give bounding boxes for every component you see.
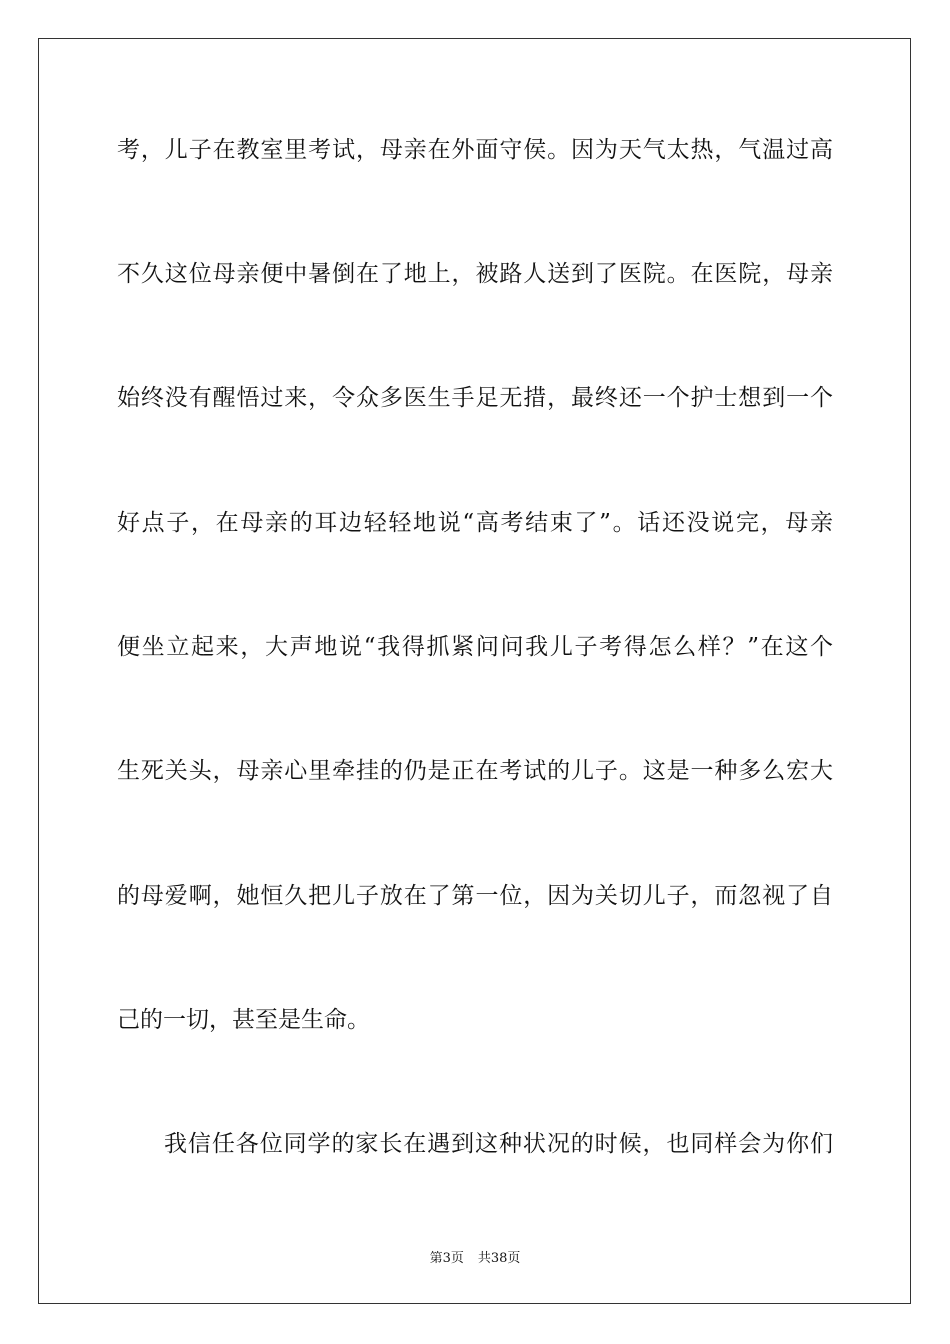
body-text-line: 己的一切，甚至是生命。 [117,1007,370,1033]
body-text-line: 始终没有醒悟过来，令众多医生手足无措，最终还一个护士想到一个 [117,385,833,411]
body-text-line: 我信任各位同学的家长在遇到这种状况的时候，也同样会为你们 [164,1131,833,1157]
body-text-line: 生死关头，母亲心里牵挂的仍是正在考试的儿子。这是一种多么宏大 [117,758,833,784]
body-text-line: 考，儿子在教室里考试，母亲在外面守侯。因为天气太热，气温过高 [117,137,833,163]
page-total: 共38页 [477,1251,521,1266]
page-footer [0,1247,950,1266]
body-text-line: 好点子，在母亲的耳边轻轻地说“高考结束了”。话还没说完，母亲 [117,510,833,536]
page-border [38,38,911,1304]
body-text-line: 的母爱啊，她恒久把儿子放在了第一位，因为关切儿子，而忽视了自 [117,883,833,909]
body-text-line: 便坐立起来，大声地说“我得抓紧问问我儿子考得怎么样？”在这个 [117,634,833,660]
body-text-line: 不久这位母亲便中暑倒在了地上，被路人送到了医院。在医院，母亲 [117,261,833,287]
page-number: 第3页 [429,1251,464,1266]
